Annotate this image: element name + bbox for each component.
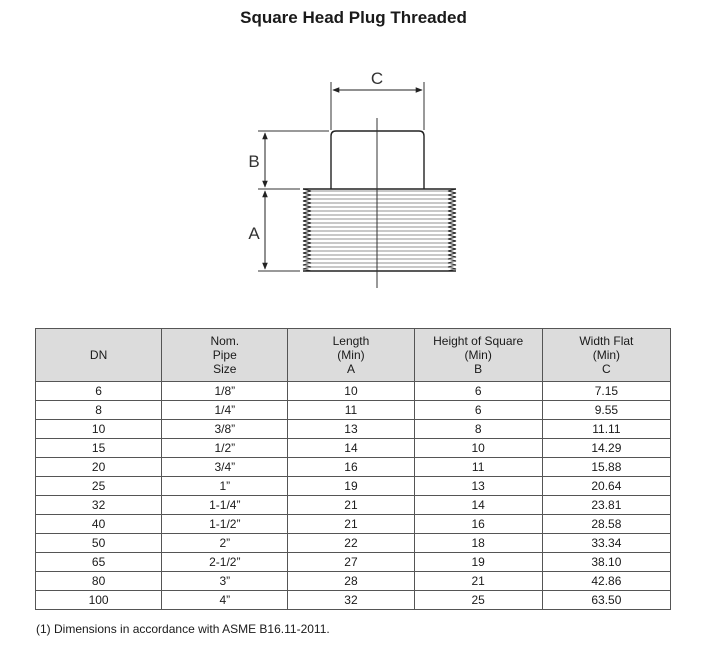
cell-length-a: 21 <box>288 496 414 515</box>
dimension-a-label: A <box>248 224 260 243</box>
cell-dn: 65 <box>36 553 162 572</box>
threaded-body <box>303 189 456 271</box>
cell-pipe-size: 1/2” <box>162 439 288 458</box>
cell-dn: 40 <box>36 515 162 534</box>
table-row <box>36 591 671 610</box>
cell-height-b: 25 <box>414 591 542 610</box>
cell-height-b: 6 <box>414 401 542 420</box>
cell-pipe-size: 1” <box>162 477 288 496</box>
cell-height-b: 21 <box>414 572 542 591</box>
cell-pipe-size: 1-1/4” <box>162 496 288 515</box>
table-row <box>36 439 671 458</box>
table-row <box>36 515 671 534</box>
dimension-b-a <box>248 131 329 271</box>
cell-width-c: 14.29 <box>542 439 670 458</box>
table-row <box>36 420 671 439</box>
cell-dn: 32 <box>36 496 162 515</box>
cell-pipe-size: 1/8” <box>162 382 288 401</box>
cell-pipe-size: 3/8” <box>162 420 288 439</box>
cell-length-a: 10 <box>288 382 414 401</box>
cell-length-a: 11 <box>288 401 414 420</box>
dimensions-table <box>35 328 671 610</box>
cell-height-b: 10 <box>414 439 542 458</box>
table-row <box>36 382 671 401</box>
cell-height-b: 6 <box>414 382 542 401</box>
cell-width-c: 7.15 <box>542 382 670 401</box>
cell-length-a: 28 <box>288 572 414 591</box>
cell-length-a: 16 <box>288 458 414 477</box>
cell-dn: 20 <box>36 458 162 477</box>
cell-width-c: 33.34 <box>542 534 670 553</box>
cell-length-a: 13 <box>288 420 414 439</box>
cell-dn: 15 <box>36 439 162 458</box>
table-row <box>36 458 671 477</box>
cell-dn: 8 <box>36 401 162 420</box>
cell-width-c: 42.86 <box>542 572 670 591</box>
cell-height-b: 14 <box>414 496 542 515</box>
table-row <box>36 477 671 496</box>
cell-width-c: 28.58 <box>542 515 670 534</box>
table-header-row <box>36 329 671 382</box>
cell-height-b: 19 <box>414 553 542 572</box>
cell-pipe-size: 3” <box>162 572 288 591</box>
cell-width-c: 11.11 <box>542 420 670 439</box>
table-row <box>36 496 671 515</box>
cell-width-c: 38.10 <box>542 553 670 572</box>
cell-pipe-size: 4” <box>162 591 288 610</box>
cell-width-c: 9.55 <box>542 401 670 420</box>
cell-height-b: 8 <box>414 420 542 439</box>
header-height-of-square: Height of Square (Min) B <box>414 329 542 382</box>
cell-pipe-size: 1/4” <box>162 401 288 420</box>
cell-pipe-size: 2” <box>162 534 288 553</box>
cell-dn: 10 <box>36 420 162 439</box>
cell-dn: 6 <box>36 382 162 401</box>
cell-length-a: 14 <box>288 439 414 458</box>
footnote: (1) Dimensions in accordance with ASME B16.11-2011. <box>36 622 330 636</box>
cell-dn: 25 <box>36 477 162 496</box>
header-dn: DN <box>36 329 162 382</box>
cell-dn: 100 <box>36 591 162 610</box>
cell-width-c: 63.50 <box>542 591 670 610</box>
table-row <box>36 401 671 420</box>
cell-dn: 50 <box>36 534 162 553</box>
plug-technical-drawing <box>0 0 707 320</box>
dimension-b-label: B <box>248 152 260 171</box>
page-title: Square Head Plug Threaded <box>240 8 467 27</box>
cell-pipe-size: 3/4” <box>162 458 288 477</box>
cell-length-a: 21 <box>288 515 414 534</box>
table-row <box>36 534 671 553</box>
header-nominal-pipe-size: Nom. Pipe Size <box>162 329 288 382</box>
header-length: Length (Min) A <box>288 329 414 382</box>
cell-length-a: 32 <box>288 591 414 610</box>
header-width-flat: Width Flat (Min) C <box>542 329 670 382</box>
cell-dn: 80 <box>36 572 162 591</box>
cell-pipe-size: 1-1/2” <box>162 515 288 534</box>
cell-pipe-size: 2-1/2” <box>162 553 288 572</box>
cell-length-a: 19 <box>288 477 414 496</box>
cell-width-c: 23.81 <box>542 496 670 515</box>
cell-height-b: 18 <box>414 534 542 553</box>
cell-height-b: 11 <box>414 458 542 477</box>
cell-height-b: 13 <box>414 477 542 496</box>
cell-width-c: 15.88 <box>542 458 670 477</box>
table-row <box>36 553 671 572</box>
cell-length-a: 27 <box>288 553 414 572</box>
cell-length-a: 22 <box>288 534 414 553</box>
cell-width-c: 20.64 <box>542 477 670 496</box>
dimension-c-label: C <box>370 69 384 88</box>
cell-height-b: 16 <box>414 515 542 534</box>
table-row <box>36 572 671 591</box>
